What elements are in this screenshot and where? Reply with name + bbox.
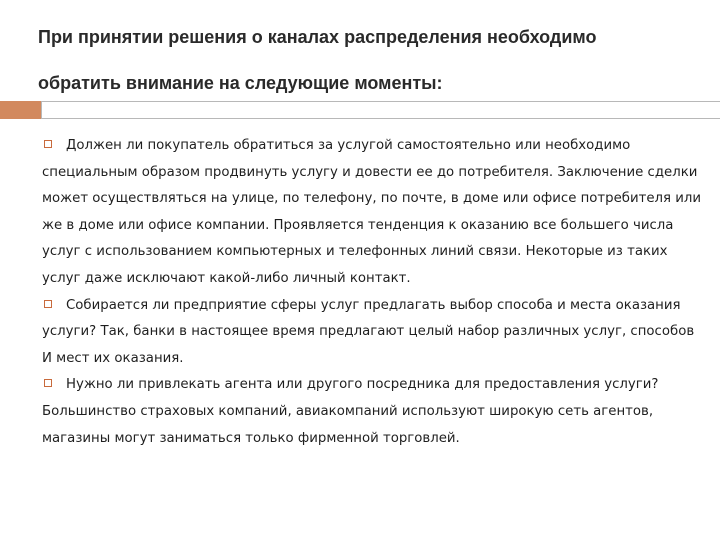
square-bullet-icon <box>44 140 52 148</box>
bullet-body-text: специальным образом продвинуть услугу и довести ее до потребителя. Заключение сделки может осуществляться на улице, по телефону, по почте, в доме или офисе потребителя или же в доме или офисе компании. Проявляется тенденция к оказанию все большего числа услуг с использованием компьютерных и телефонных линий связи. Некоторые из таких услуг даже исключают какой-либо личный контакт. <box>42 164 702 286</box>
square-bullet-icon <box>44 379 52 387</box>
bullet-lead-text: Должен ли покупатель обратиться за услугой самостоятельно или необходимо <box>66 138 631 153</box>
slide-body <box>42 133 704 452</box>
bullet-item <box>42 372 704 452</box>
slide-title <box>38 14 698 106</box>
bullet-lead-text: Собирается ли предприятие сферы услуг предлагать выбор способа и места оказания <box>66 297 681 313</box>
square-bullet-icon <box>44 300 52 308</box>
title-rule-accent <box>0 101 41 119</box>
bullet-body-text: услуги? Так, банки в настоящее время предлагают целый набор различных услуг, способов И мест их оказания. <box>42 324 695 366</box>
bullet-body-text: Большинство страховых компаний, авиакомпаний используют широкую сеть агентов, магазины могут заниматься только фирменной торговлей. <box>42 403 654 446</box>
slide-title-line-2: обратить внимание на следующие моменты: <box>38 73 443 93</box>
bullet-item <box>42 293 704 373</box>
slide-title-line-1: При принятии решения о каналах распределения необходимо <box>38 27 597 47</box>
title-rule-tick <box>41 101 42 119</box>
bullet-item <box>42 133 704 293</box>
title-rule-line <box>41 101 720 119</box>
bullet-lead-text: Нужно ли привлекать агента или другого посредника для предоставления услуги? <box>66 377 659 393</box>
